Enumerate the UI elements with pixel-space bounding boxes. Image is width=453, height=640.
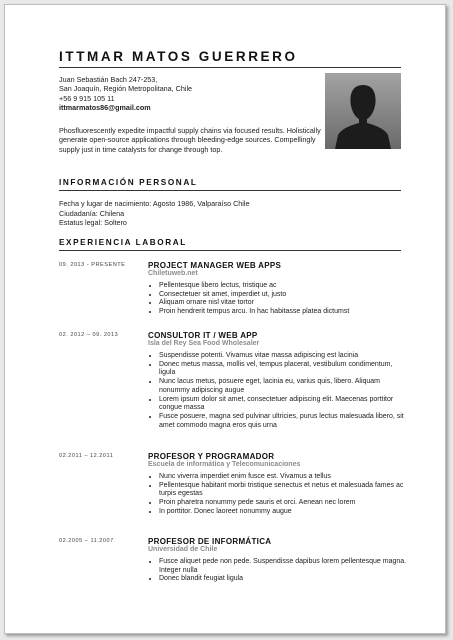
person-silhouette-icon [325, 73, 401, 149]
job-date: 02.2005 – 11.2007 [59, 538, 114, 544]
job-bullet: • Aliquam ornare nisl vitae tortor [159, 299, 409, 308]
job-company: Universidad de Chile [148, 546, 218, 553]
job-bullet: • Suspendisse potenti. Vivamus vitae massa adipiscing est lacinia [159, 352, 409, 361]
contact-block [59, 75, 319, 113]
experience-divider [59, 250, 401, 251]
job-title: PROFESOR Y PROGRAMADOR [148, 452, 275, 461]
job-bullet: • Proin hendrerit tempus arcu. In hac habitasse platea dictumst [159, 308, 409, 317]
job-bullet: • Proin pharetra nonummy pede sauris et orci. Aenean nec lorem [159, 499, 409, 508]
job-company: Isla del Rey Sea Food Wholesaler [148, 340, 260, 347]
legal-status-info: Estatus legal: Soltero [59, 218, 127, 228]
personal-info-heading: INFORMACIÓN PERSONAL [59, 178, 198, 187]
job-title: PROJECT MANAGER WEB APPS [148, 261, 282, 270]
phone-number: +56 9 915 105 11 [59, 93, 115, 103]
birth-info: Fecha y lugar de nacimiento: Agosto 1986, Valparaíso Chile [59, 199, 250, 208]
job-title: CONSULTOR IT / WEB APP [148, 331, 258, 340]
job-bullet: • Pellentesque libero lectus, tristique ac [159, 282, 409, 291]
job-title: PROFESOR DE INFORMÁTICA [148, 537, 272, 546]
job-bullet: • Nunc viverra imperdiet enim fusce est. Vivamus a tellus [159, 473, 409, 482]
job-bullets [148, 558, 409, 584]
professional-summary: Phosfluorescently expedite impactful supply chains via focused results. Holistically generate open-source applications through bleeding-edge sources. Compellingly supply just in time catalysts for change through top. [59, 126, 321, 154]
job-bullet: • Fusce aliquet pede non pede. Suspendisse dapibus lorem pellentesque magna. Integer nulla [159, 558, 409, 575]
job-bullet: • In porttitor. Donec laoreet nonummy augue [159, 508, 409, 517]
job-date: 09. 2013 - PRESENTE [59, 262, 126, 268]
address-line-2: San Joaquín, Región Metropolitana, Chile [59, 84, 193, 94]
resume-page [4, 4, 446, 634]
address-line-1: Juan Sebastián Bach 247-253, [59, 75, 158, 84]
email-address[interactable]: ittmarmatos86@gmail.com [59, 103, 151, 113]
job-bullet: • Lorem ipsum dolor sit amet, consectetuer adipiscing elit. Maecenas porttitor congue massa [159, 396, 409, 413]
job-date: 02. 2012 – 09. 2013 [59, 332, 119, 338]
job-bullet: • Nunc lacus metus, posuere eget, lacinia eu, varius quis, libero. Aliquam nonummy adipiscing augue [159, 378, 409, 395]
job-bullet: • Fusce posuere, magna sed pulvinar ultricies, purus lectus malesuada libero, sit amet commodo magna eros quis urna [159, 413, 409, 430]
name-divider [59, 67, 401, 68]
job-bullets [148, 282, 409, 317]
job-bullet: • Donec blandit feugiat ligula [159, 575, 409, 584]
job-bullets [148, 473, 409, 517]
candidate-name: ITTMAR MATOS GUERRERO [59, 49, 298, 64]
job-company: Escuela de informática y Telecomunicaciones [148, 461, 301, 468]
citizenship-info: Ciudadanía: Chilena [59, 208, 125, 218]
experience-heading: EXPERIENCIA LABORAL [59, 238, 187, 247]
job-bullets [148, 352, 409, 430]
job-company: Chiletuweb.net [148, 270, 198, 277]
job-bullet: • Donec metus massa, mollis vel, tempus placerat, vestibulum condimentum, ligula [159, 361, 409, 378]
job-date: 02.2011 – 12.2011 [59, 453, 114, 459]
profile-photo-placeholder [325, 73, 401, 149]
personal-info-divider [59, 190, 401, 191]
personal-info-block [59, 199, 359, 228]
job-bullet: • Consectetuer sit amet, imperdiet ut, justo [159, 291, 409, 300]
job-bullet: • Pellentesque habitant morbi tristique senectus et netus et malesuada fames ac turpis egestas [159, 482, 409, 499]
